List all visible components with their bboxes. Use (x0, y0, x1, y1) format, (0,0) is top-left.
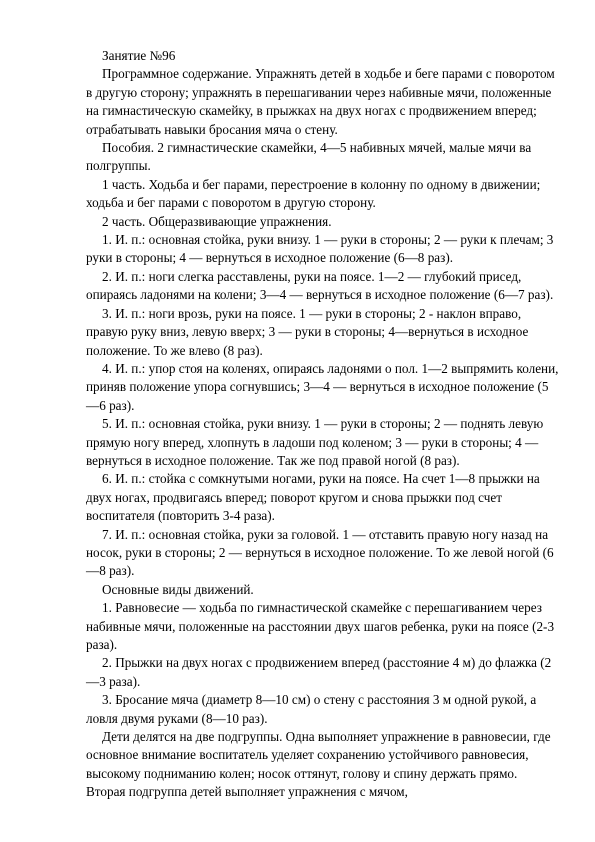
document-page (86, 47, 560, 802)
exercise-1: 1. И. п.: основная стойка, руки внизу. 1 — руки в стороны; 2 — руки к плечам; 3 руки в стороны; 4 — вернуться в исходное положение (6—8 раз). (86, 232, 554, 266)
lesson-title: Занятие №96 (102, 48, 176, 63)
main-movements-heading: Основные виды движений. (102, 581, 254, 597)
movement-3: 3. Бросание мяча (диаметр 8—10 см) о стену с расстояния 3 м одной рукой, а ловля двумя руками (8—10 раз). (86, 692, 537, 726)
paragraph-part-2-heading: 2 часть. Общеразвивающие упражнения. (102, 213, 332, 229)
paragraph-part-1: 1 часть. Ходьба и бег парами, перестроение в колонну по одному в движении; ходьба и бег парами с поворотом в другую сторону. (86, 176, 541, 211)
exercise-5: 5. И. п.: основная стойка, руки внизу. 1 — руки в стороны; 2 — поднять левую прямую ногу вперед, хлопнуть в ладоши под коленом; 3 — руки в стороны; 4 — вернуться в исходное положение. Так же под правой ногой (8 раз). (86, 416, 544, 468)
exercise-2: 2. И. п.: ноги слегка расставлены, руки на поясе. 1—2 — глубокий присед, опираясь ладонями на колени; 3—4 — вернуться в исходное положение (6—7 раз). (86, 268, 554, 303)
exercise-3: 3. И. п.: ноги врозь, руки на поясе. 1 — руки в стороны; 2 - наклон вправо, правую руку вниз, левую вверх; 3 — руки в стороны; 4—вернуться в исходное положение. То же влево (8 раз). (86, 305, 529, 358)
exercise-6: 6. И. п.: стойка с сомкнутыми ногами, руки на поясе. На счет 1—8 прыжки на двух ногах, продвигаясь вперед; поворот кругом и снова прыжки под счет воспитателя (повторить 3-4 раза). (86, 471, 540, 524)
exercise-4: 4. И. п.: упор стоя на коленях, опираясь ладонями о пол. 1—2 выпрямить колени, приняв положение упора согнувшись; 3—4 — вернуться в исходное положение (5—6 раз). (86, 360, 559, 413)
paragraph-program-content: Программное содержание. Упражнять детей в ходьбе и беге парами с поворотом в другую сторону; упражнять в перешагивании через набивные мячи, положенные на гимнастическую скамейку, в прыжках на двух ногах с продвижением вперед; отрабатывать навыки бросания мяча о стену. (86, 66, 555, 137)
paragraph-subgroups: Дети делятся на две подгруппы. Одна выполняет упражнение в равновесии, где основное внимание воспитатель уделяет сохранению устойчивого равновесия, высокому подниманию колен; носок оттянут, голову и спину держать прямо. Вторая подгруппа детей выполняет упражнения с мячом, (86, 729, 551, 800)
exercise-7: 7. И. п.: основная стойка, руки за головой. 1 — отставить правую ногу назад на носок, руки в стороны; 2 — вернуться в исходное положение. То же левой ногой (6—8 раз). (86, 526, 554, 579)
movement-2: 2. Прыжки на двух ногах с продвижением вперед (расстояние 4 м) до флажка (2—3 раза). (86, 655, 552, 689)
movement-1: 1. Равновесие — ходьба по гимнастической скамейке с перешагиванием через набивные мячи, положенные на расстоянии двух шагов ребенка, руки на поясе (2-3 раза). (86, 600, 555, 652)
paragraph-materials: Пособия. 2 гимнастические скамейки, 4—5 набивных мячей, малые мячи ва полгруппы. (86, 140, 532, 174)
